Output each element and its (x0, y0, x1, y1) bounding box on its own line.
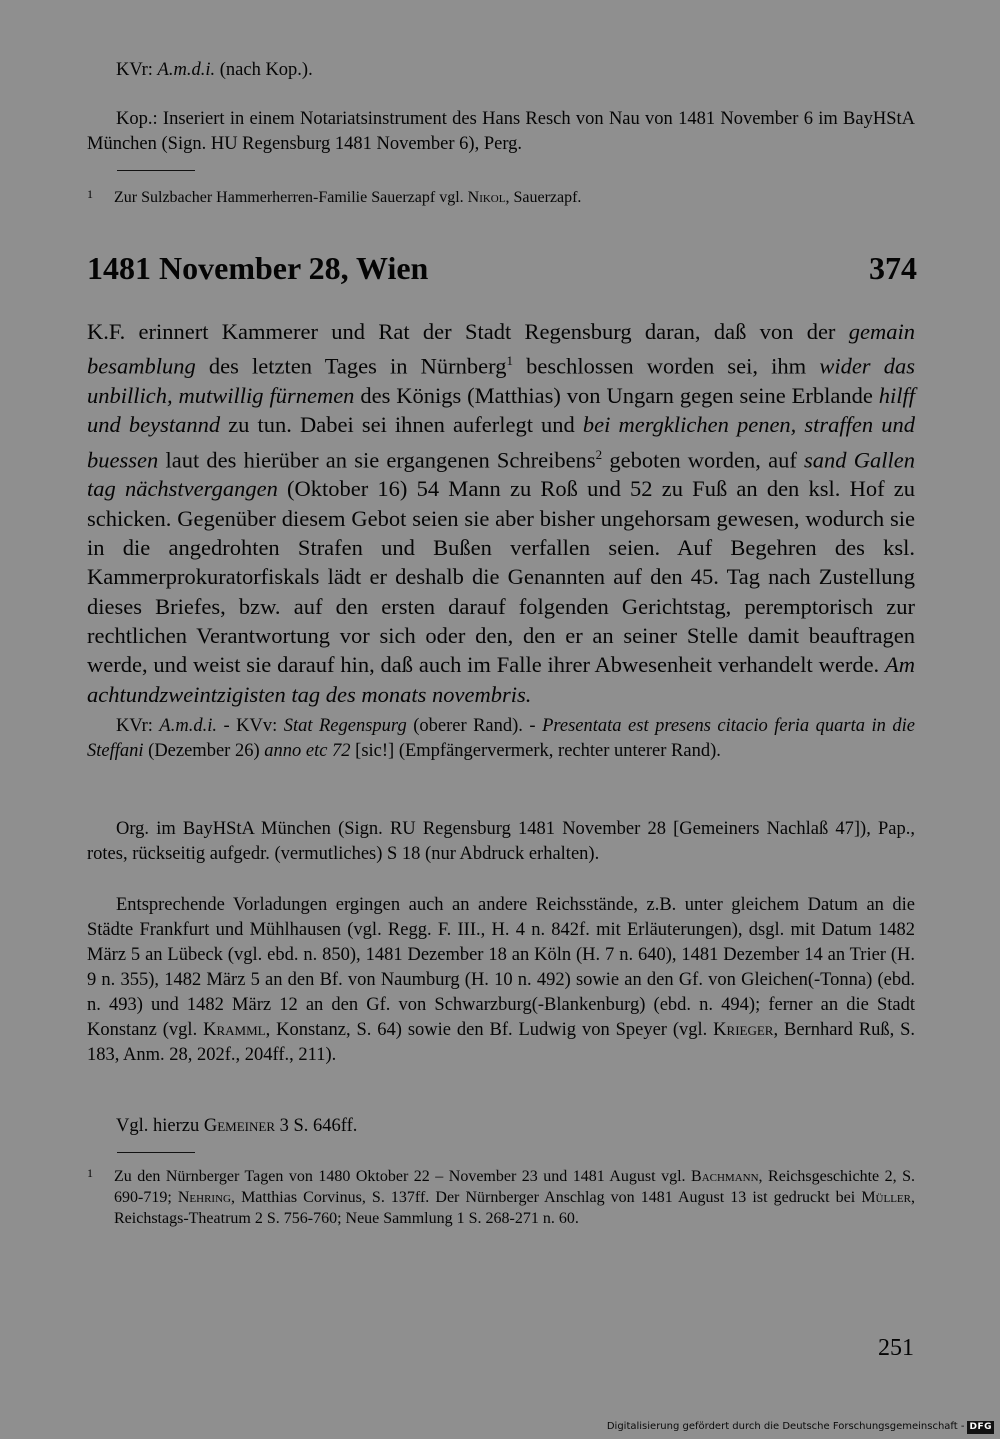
footnote-ref-1: 1 (506, 353, 513, 369)
footnote-marker: 1 (87, 1166, 93, 1180)
regest-quote: hilff und beystannd (87, 383, 916, 438)
credit-text: Digitalisierung gefördert durch die Deutsche Forschungsgemeinschaft - (606, 1421, 965, 1432)
dfg-logo: DFG (969, 1421, 992, 1432)
note-text: (Dezember 26) (143, 741, 265, 761)
kvr-italic: A.m.d.i. (157, 60, 216, 80)
kvr-suffix: (nach Kop.). (215, 60, 313, 80)
note-text: Entsprechende Vorladungen ergingen auch an andere Reichsstände, z.B. unter gleichem Datum an die Städte Frankfurt und Mühlhausen (vgl. Regg. F. III., H. 4 n. 842f. mit Erläuterungen), dsgl. mit Datum 1482 März 5 an Lübeck (vgl. ebd. n. 850), 1481 Dezember 18 an Köln (H. 7 n. 640), 1481 Dezember 14 an Trier (H. 9 n. 355), 1482 März 5 an den Bf. von Naumburg (H. 10 n. 492) sowie an den Gf. von Gleichen(-Tonna) (ebd. n. 493) und 1482 März 12 an den Gf. von Schwarzburg(-Blankenburg) (ebd. n. 494); ferner an die Stadt Konstanz (vgl. (87, 895, 915, 1040)
entry-header (87, 246, 917, 292)
regest-text: des letzten Tages in Nürnberg (195, 353, 507, 379)
regest-text: beschlossen worden sei, ihm (513, 353, 820, 379)
footnote-text: , Reichsgeschichte 2, S. 690-719; (114, 1168, 915, 1206)
page-number: 251 (878, 1335, 914, 1361)
footnote-marker: 1 (87, 187, 93, 201)
note-text: - KVv: (216, 716, 284, 736)
note-text: , Konstanz, S. 64) sowie den Bf. Ludwig von Speyer (vgl. (265, 1020, 714, 1040)
footnote-text: , Matthias Corvinus, S. 137ff. Der Nürnberger Anschlag von 1481 August 13 ist gedruckt bei (230, 1189, 862, 1206)
footnote-rule-top (117, 170, 195, 171)
note-italic: Presentata est presens citacio feria quarta in die Steffani (87, 716, 915, 761)
entry-regest-text (87, 317, 915, 709)
note-text: Vgl. hierzu (116, 1116, 204, 1136)
footnote-text: , Sauerzapf. (505, 189, 582, 206)
regest-text: laut des hierüber an sie ergangenen Schreibens (158, 447, 596, 473)
regest-quote: wider das unbillich, mutwillig fürnemen (87, 353, 915, 409)
author-gemeiner: Gemeiner (203, 1116, 275, 1136)
regest-quote: sand Gallen tag nächstvergangen (87, 447, 915, 502)
note-italic: Stat Regenspurg (283, 716, 407, 736)
top-footnote (87, 187, 915, 208)
note-text: (oberer Rand). - (406, 716, 543, 736)
regest-text: K.F. erinnert Kammerer und Rat der Stadt Regensburg daran, daß von der (87, 319, 849, 344)
top-kvr-note (87, 58, 915, 83)
note-italic: A.m.d.i. (159, 716, 217, 736)
author-mueller: Müller (861, 1189, 911, 1206)
note-text: [sic!] (Empfängervermerk, rechter unterer Rand). (350, 741, 721, 761)
entry-commentary (87, 893, 915, 1068)
regest-quote: bei mergklichen penen, straffen und buessen (87, 412, 916, 473)
author-kramml: Kramml (203, 1020, 266, 1040)
footnote-text: Zu den Nürnberger Tagen von 1480 Oktober 22 – November 23 und 1481 August vgl. (114, 1168, 692, 1185)
note-text: , Bernhard Ruß, S. 183, Anm. 28, 202f., 204ff., 211). (87, 1020, 915, 1065)
note-text: KVr: (116, 716, 160, 736)
regest-quote: Am achtundzweintzigisten tag des monats novembris. (87, 652, 915, 707)
entry-footnote (87, 1166, 915, 1229)
kvr-prefix: KVr: (116, 60, 158, 80)
author-krieger: Krieger (713, 1020, 774, 1040)
regest-text: geboten worden, auf (602, 447, 805, 473)
digitization-credit (607, 1418, 994, 1436)
regest-text: des Königs (Matthias) von Ungarn gegen seine Erblande (354, 383, 879, 409)
author-bachmann: Bachmann (691, 1168, 759, 1185)
note-italic: anno etc 72 (264, 741, 351, 761)
entry-org-note: Org. im BayHStA München (Sign. RU Regensburg 1481 November 28 [Gemeiners Nachlaß 47]), Pap., rotes, rückseitig aufgedr. (vermutliches) S 18 (nur Abdruck erhalten). (87, 819, 915, 864)
regest-quote: gemain besamblung (87, 319, 915, 379)
entry-vgl-note (87, 1114, 915, 1139)
author-nehring: Nehring (177, 1189, 231, 1206)
footnote-ref-2: 2 (595, 446, 603, 462)
footnote-rule-bottom (117, 1152, 195, 1153)
regest-text: (Oktober 16) 54 Mann zu Roß und 52 zu Fuß an den ksl. Hof zu schicken. Gegenüber diesem Gebot seien sie aber bisher ungehorsam gewesen, wodurch sie in die angedrohten Strafen und Bußen verfallen seien. Auf Begehren des ksl. Kammerprokuratorfiskals lädt er deshalb die Genannten auf den 45. Tag nach Zustellung dieses Briefes, bzw. auf den ersten darauf folgenden Gerichtstag, peremptorisch zur rechtlichen Verantwortung vor sich oder den, den er an seiner Stelle damit beauftragen werde, und weist sie darauf hin, daß auch im Falle ihrer Abwesenheit verhandelt werde. (87, 476, 915, 678)
author-nikol: Nikol (467, 189, 506, 206)
entry-kvr-note (87, 714, 915, 764)
entry-date: 1481 November 28, Wien (87, 250, 429, 286)
note-text: 3 S. 646ff. (275, 1116, 358, 1136)
regest-text: zu tun. Dabei sei ihnen auferlegt und (220, 412, 583, 438)
footnote-text: , Reichstags-Theatrum 2 S. 756-760; Neue Sammlung 1 S. 268-271 n. 60. (114, 1189, 915, 1227)
entry-number: 374 (869, 250, 917, 286)
top-kop-note: Kop.: Inseriert in einem Notariatsinstrument des Hans Resch von Nau von 1481 November 6 im BayHStA München (Sign. HU Regensburg 1481 November 6), Perg. (87, 109, 915, 154)
footnote-text: Zur Sulzbacher Hammerherren-Familie Sauerzapf vgl. (114, 189, 468, 206)
